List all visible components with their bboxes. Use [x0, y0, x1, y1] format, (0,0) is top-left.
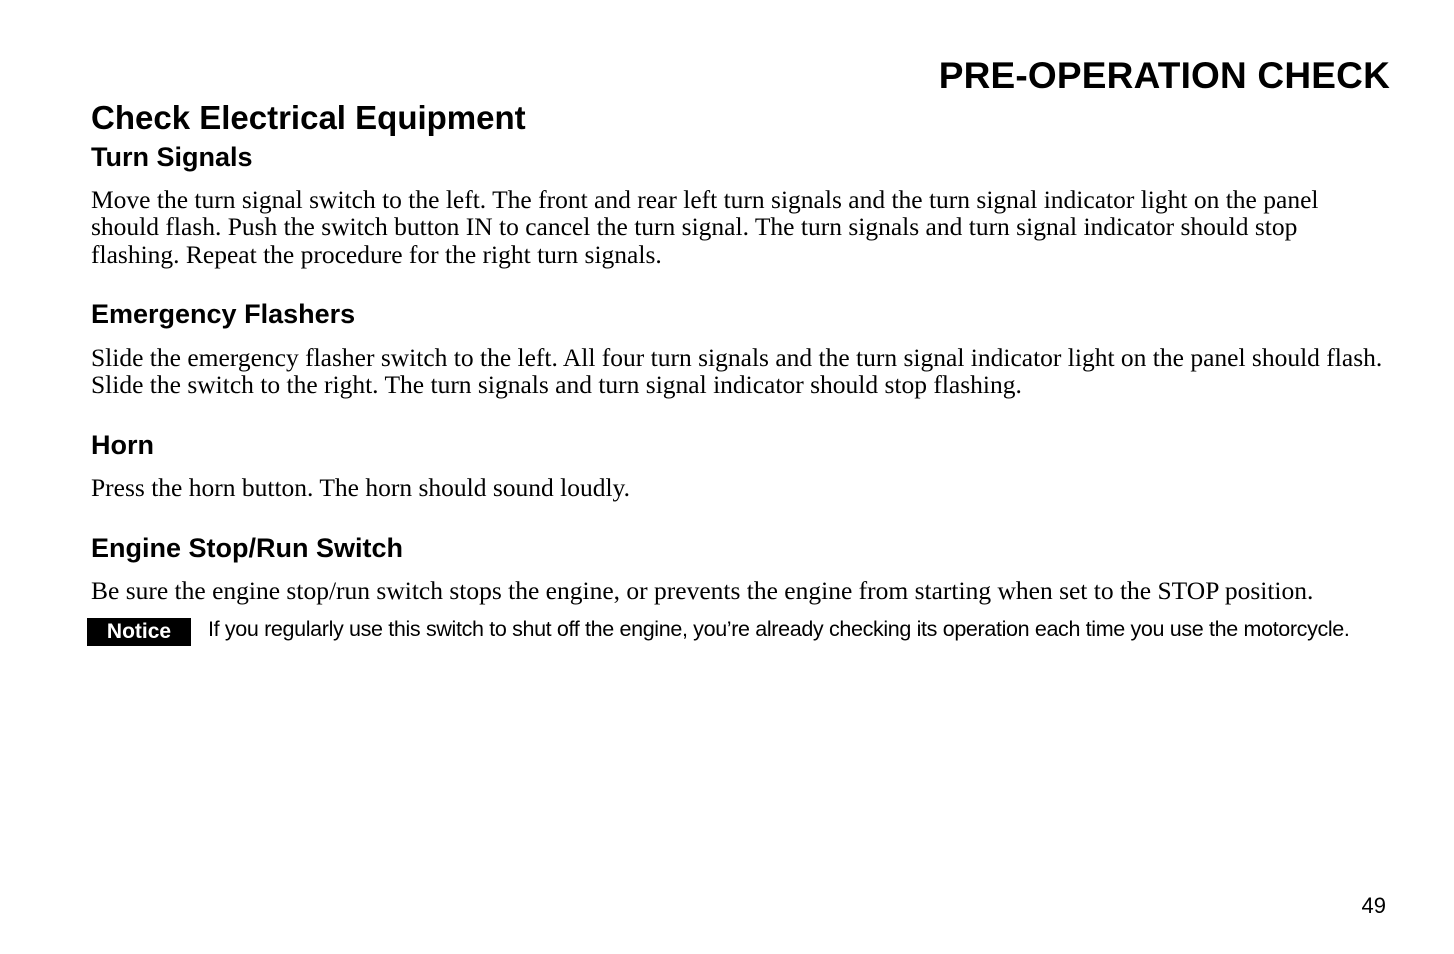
notice-badge: Notice	[87, 618, 191, 646]
paragraph-turn-signals: Move the turn signal switch to the left. The front and rear left turn signals and the turn signal indicator light on the panel should flash. Push the switch button IN to cancel the turn signal. The turn signals and turn signal indicator should stop flashing. Repeat the procedure for the right turn signals.	[91, 184, 1319, 269]
subsection-title-emergency-flashers: Emergency Flashers	[91, 299, 356, 330]
subsection-title-turn-signals: Turn Signals	[91, 141, 253, 172]
subsection-title-engine-stop-run-switch: Engine Stop/Run Switch	[91, 532, 403, 563]
page-content	[91, 98, 1391, 641]
chapter-title: PRE-OPERATION CHECK	[938, 55, 1390, 96]
paragraph-engine-stop-run-switch: Be sure the engine stop/run switch stops the engine, or prevents the engine from starting when set to the STOP position.	[91, 576, 1314, 606]
paragraph-horn: Press the horn button. The horn should sound loudly.	[91, 473, 631, 503]
paragraph-emergency-flashers: Slide the emergency flasher switch to the left. All four turn signals and the turn signal indicator light on the panel should flash. Slide the switch to the right. The turn signals and turn signal indicator should stop flashing.	[91, 342, 1383, 400]
notice-text: If you regularly use this switch to shut off the engine, you’re already checking its operation each time you use the motorcycle.	[208, 616, 1350, 641]
notice-box	[87, 617, 1391, 641]
subsection-title-horn: Horn	[91, 429, 154, 460]
section-title: Check Electrical Equipment	[91, 99, 526, 136]
page-number: 49	[1361, 893, 1386, 918]
